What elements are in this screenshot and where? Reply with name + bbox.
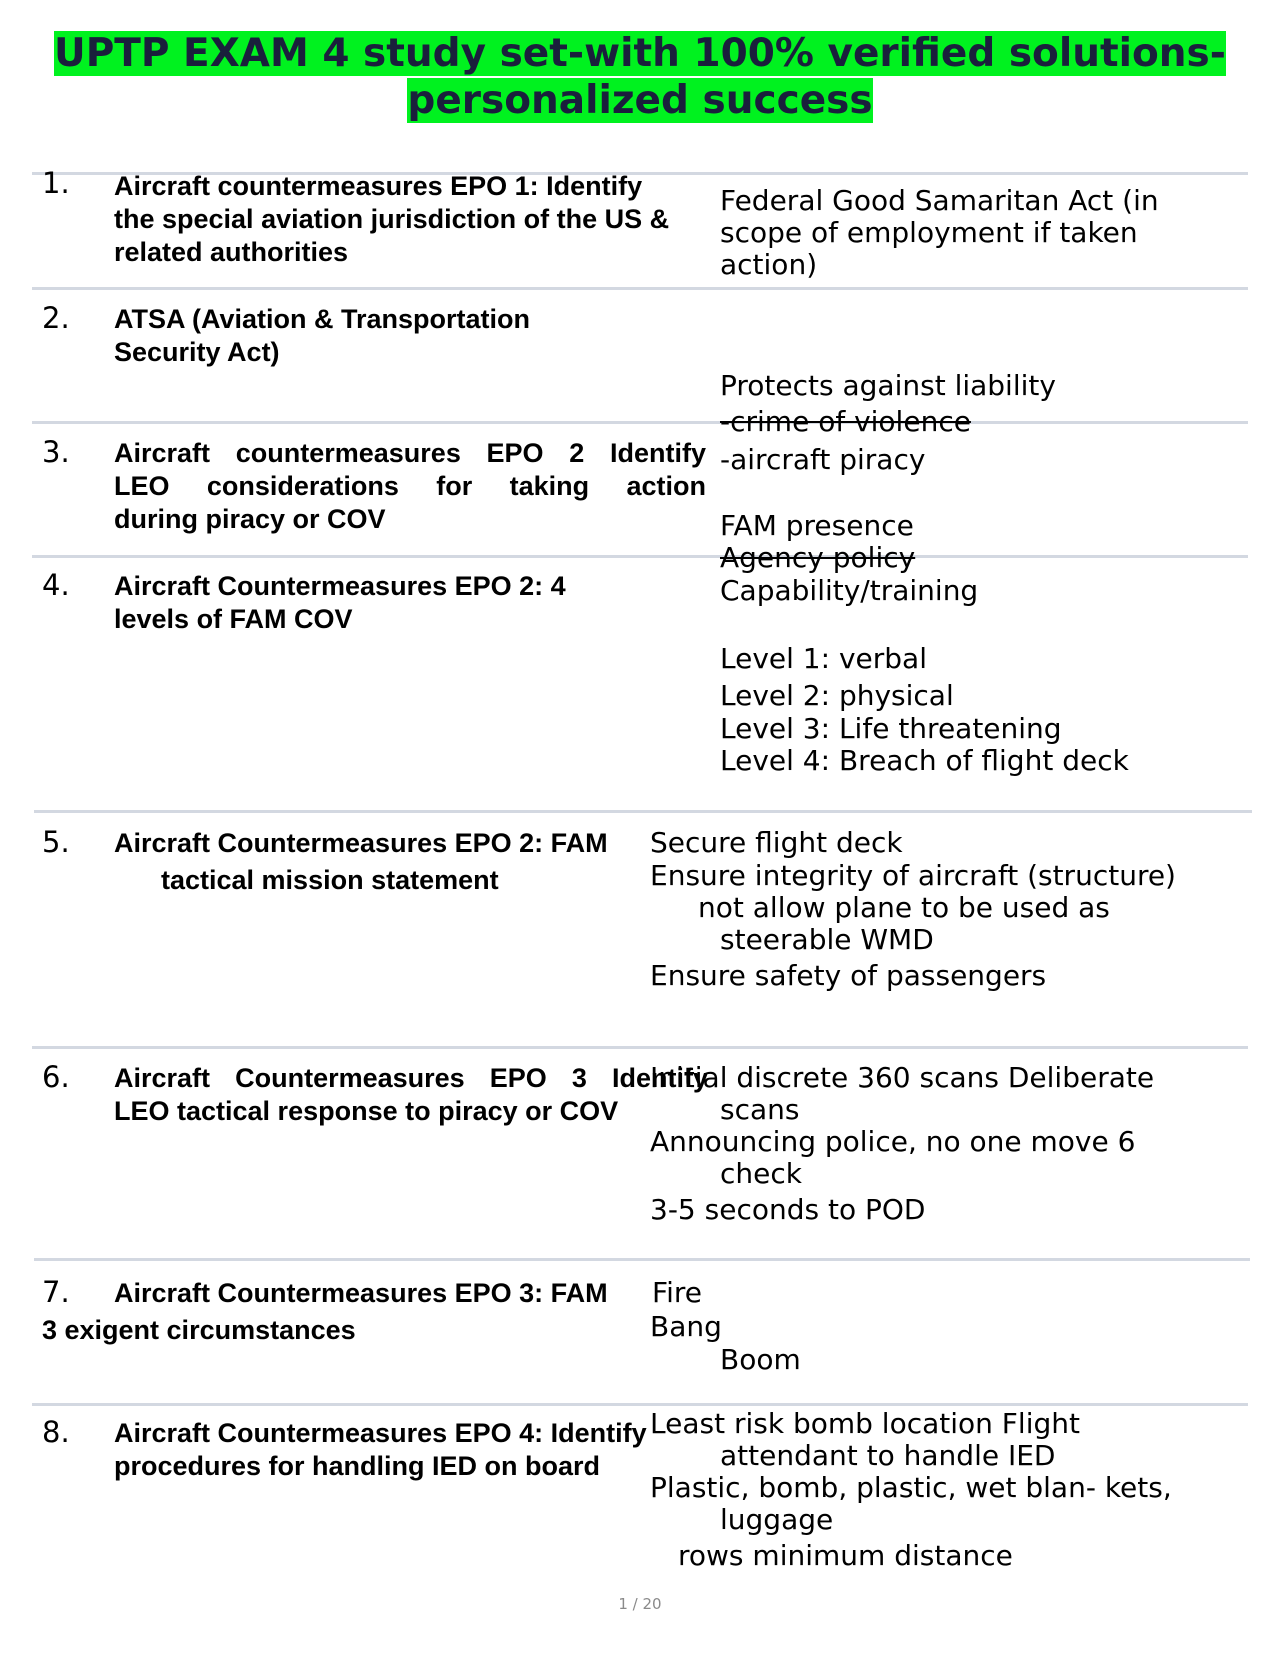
divider	[34, 810, 1252, 813]
answer-line: action)	[720, 248, 818, 281]
question-line: tactical mission statement	[161, 865, 499, 895]
item-number: 4.	[42, 568, 70, 602]
item-number: 2.	[42, 301, 70, 335]
answer-line: Protects against liability	[720, 369, 1056, 402]
question: ATSA (Aviation & Transportation Security Act)	[114, 304, 531, 367]
question-line: LEO considerations for taking action	[114, 471, 706, 501]
page-title	[0, 30, 1280, 124]
answer-line: Ensure safety of passengers	[650, 959, 1047, 992]
answer-line: Least risk bomb location Flight	[650, 1407, 1080, 1440]
answer-line: Initial discrete 360 scans Deliberate	[650, 1061, 1155, 1094]
page-indicator: 1 / 20	[618, 1595, 662, 1613]
question-line: LEO tactical response to piracy or COV	[114, 1096, 619, 1126]
answer-line: Agency policy	[720, 541, 916, 574]
answer-line: Secure flight deck	[650, 826, 903, 859]
item-number: 6.	[42, 1060, 70, 1094]
answer-line: Level 3: Life threatening	[720, 712, 1062, 745]
answer-line: -aircraft piracy	[720, 443, 926, 476]
title-line-1: UPTP EXAM 4 study set-with 100% verified solutions-	[54, 31, 1226, 76]
item-number: 7.	[42, 1275, 70, 1309]
answer-line: -crime of violence	[720, 405, 971, 438]
divider	[34, 1258, 1250, 1261]
answer-line: luggage	[720, 1503, 834, 1536]
divider	[32, 1403, 1248, 1406]
question-line: during piracy or COV	[114, 504, 386, 534]
question-line: 3 exigent circumstances	[42, 1315, 356, 1345]
answer-line: check	[720, 1157, 802, 1190]
item-number: 3.	[42, 435, 70, 469]
item-number: 8.	[42, 1415, 70, 1449]
divider	[32, 1046, 1248, 1049]
answer-line: Plastic, bomb, plastic, wet blan- kets,	[650, 1471, 1172, 1504]
answer-line: rows minimum distance	[678, 1539, 1013, 1572]
question: Aircraft countermeasures EPO 1: Identify the special aviation jurisdiction of the US & related authorities	[114, 171, 670, 267]
answer-line: not allow plane to be used as	[698, 891, 1110, 924]
answer-line: scans	[720, 1093, 800, 1126]
answer-line: Federal Good Samaritan Act (in	[720, 184, 1159, 217]
answer-line: Bang	[650, 1310, 722, 1343]
question-line: Aircraft Countermeasures EPO 3 Identify	[114, 1063, 708, 1093]
answer-line: Fire	[652, 1276, 702, 1309]
item-number: 1.	[42, 166, 70, 200]
answer-line: 3-5 seconds to POD	[650, 1193, 926, 1226]
answer-line: Ensure integrity of aircraft (structure)	[650, 859, 1176, 892]
answer-line: Level 4: Breach of flight deck	[720, 744, 1129, 777]
answer-line: Capability/training	[720, 574, 979, 607]
divider	[32, 421, 1248, 424]
question: Aircraft Countermeasures EPO 2: 4 levels of FAM COV	[114, 571, 566, 634]
question: Aircraft Countermeasures EPO 4: Identify procedures for handling IED on board	[114, 1418, 647, 1481]
answer-line: scope of employment if taken	[720, 216, 1138, 249]
title-line-2: personalized success	[407, 78, 873, 123]
answer-line: attendant to handle IED	[720, 1439, 1056, 1472]
divider	[32, 555, 1248, 558]
question-line: Aircraft countermeasures EPO 2 Identify	[114, 438, 706, 468]
item-number: 5.	[42, 825, 70, 859]
question-line: Aircraft Countermeasures EPO 2: FAM	[114, 828, 608, 858]
answer-line: Level 1: verbal	[720, 642, 927, 675]
divider	[32, 287, 1248, 290]
answer-line: FAM presence	[720, 509, 914, 542]
answer-line: Level 2: physical	[720, 679, 954, 712]
answer-line: Boom	[720, 1343, 801, 1376]
answer-line: Announcing police, no one move 6	[650, 1125, 1136, 1158]
answer-line: steerable WMD	[720, 923, 934, 956]
question-line: Aircraft Countermeasures EPO 3: FAM	[114, 1278, 608, 1308]
